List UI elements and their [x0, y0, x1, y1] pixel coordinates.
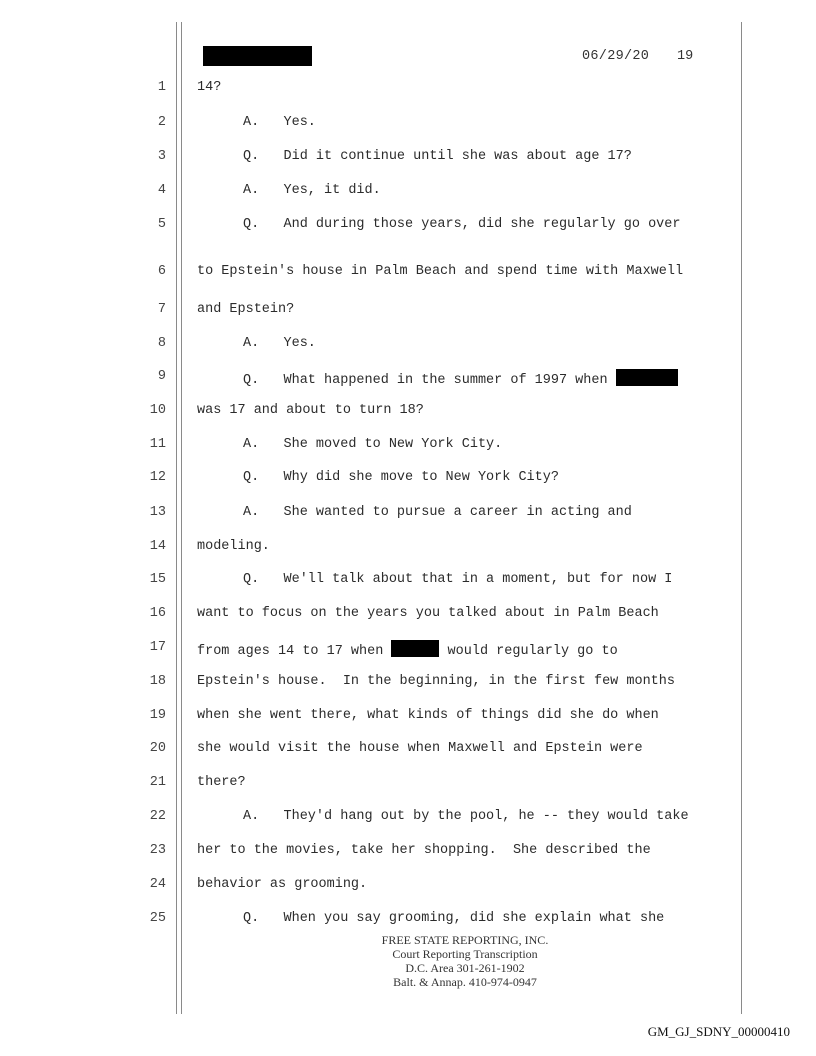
line-text-segment: behavior as grooming.: [197, 877, 368, 892]
line-number: 1: [157, 80, 166, 95]
transcript-line: [0, 877, 816, 897]
transcript-line: [0, 809, 816, 829]
redaction-block: [391, 640, 439, 657]
line-text-segment: A. They'd hang out by the pool, he -- they would take: [243, 809, 689, 824]
line-number: 3: [157, 149, 166, 164]
transcript-line: [0, 640, 816, 660]
line-text-segment: from ages 14 to 17 when: [197, 644, 392, 659]
line-text-segment: Q. What happened in the summer of 1997 when: [243, 373, 616, 388]
line-text: [243, 336, 316, 351]
line-number: 17: [149, 640, 166, 655]
line-number: 7: [157, 302, 166, 317]
line-text: [197, 674, 675, 689]
line-text: [197, 741, 643, 756]
footer-services: Court Reporting Transcription: [392, 947, 538, 961]
line-number: 12: [149, 470, 166, 485]
line-text: [197, 708, 659, 723]
line-text: [197, 877, 367, 892]
page-number: 19: [677, 49, 694, 64]
line-text: [197, 775, 246, 790]
footer-balt-phone: Balt. & Annap. 410-974-0947: [393, 975, 537, 989]
line-text-segment: 14?: [197, 80, 222, 95]
line-text-segment: Q. When you say grooming, did she explain what she: [243, 911, 665, 926]
line-number: 8: [157, 336, 166, 351]
line-text-segment: A. Yes.: [243, 115, 316, 130]
bates-number: GM_GJ_SDNY_00000410: [647, 1024, 790, 1039]
transcript-line: [0, 183, 816, 203]
transcript-line: [0, 403, 816, 423]
line-text: [243, 505, 632, 520]
transcript-line: [0, 606, 816, 626]
line-text-segment: to Epstein's house in Palm Beach and spend time with Maxwell: [197, 264, 684, 279]
transcript-line: [0, 149, 816, 169]
line-number: 11: [149, 437, 166, 452]
line-text-segment: A. Yes, it did.: [243, 183, 381, 198]
line-number: 9: [157, 369, 166, 384]
line-text-segment: there?: [197, 775, 246, 790]
line-text-segment: A. She wanted to pursue a career in acting and: [243, 505, 632, 520]
line-text-segment: her to the movies, take her shopping. She described the: [197, 843, 651, 858]
reporter-footer: [300, 933, 630, 989]
transcript-line: [0, 741, 816, 761]
line-number: 18: [149, 674, 166, 689]
transcript-line: [0, 775, 816, 795]
line-text: [243, 149, 632, 164]
transcript-line: [0, 505, 816, 525]
line-text: [243, 572, 672, 587]
line-text: [197, 403, 424, 418]
transcript-line: [0, 336, 816, 356]
line-text: [243, 437, 502, 452]
line-number: 14: [149, 539, 166, 554]
line-number: 16: [149, 606, 166, 621]
transcript-line: [0, 80, 816, 100]
transcript-line: [0, 843, 816, 863]
line-text: [243, 911, 664, 926]
line-number: 2: [157, 115, 166, 130]
transcript-line: [0, 264, 816, 284]
line-text: [197, 80, 221, 95]
line-text-segment: Q. And during those years, did she regularly go over: [243, 217, 681, 232]
transcript-line: [0, 572, 816, 592]
line-text: [197, 539, 270, 554]
line-text: [197, 302, 294, 317]
line-number: 5: [157, 217, 166, 232]
line-text-segment: she would visit the house when Maxwell and Epstein were: [197, 741, 643, 756]
line-text-segment: Epstein's house. In the beginning, in the first few months: [197, 674, 675, 689]
line-text-segment: when she went there, what kinds of things did she do when: [197, 708, 659, 723]
transcript-line: [0, 674, 816, 694]
transcript-line: [0, 437, 816, 457]
line-text-segment: Q. We'll talk about that in a moment, but for now I: [243, 572, 673, 587]
line-text: [243, 369, 678, 388]
line-text: [197, 264, 683, 279]
transcript-line: [0, 302, 816, 322]
transcript-line: [0, 115, 816, 135]
line-number: 13: [149, 505, 166, 520]
transcript-line: [0, 539, 816, 559]
line-text-segment: want to focus on the years you talked about in Palm Beach: [197, 606, 659, 621]
footer-company: FREE STATE REPORTING, INC.: [381, 933, 549, 947]
line-text-segment: was 17 and about to turn 18?: [197, 403, 424, 418]
line-number: 10: [149, 403, 166, 418]
line-text: [197, 640, 618, 659]
line-number: 4: [157, 183, 166, 198]
line-text-segment: A. She moved to New York City.: [243, 437, 503, 452]
line-number: 22: [149, 809, 166, 824]
line-text: [197, 606, 659, 621]
line-number: 19: [149, 708, 166, 723]
line-number: 6: [157, 264, 166, 279]
line-number: 20: [149, 741, 166, 756]
line-text-segment: Q. Why did she move to New York City?: [243, 470, 559, 485]
line-number: 15: [149, 572, 166, 587]
transcript-line: [0, 911, 816, 931]
line-text: [243, 217, 680, 232]
line-text: [243, 115, 316, 130]
transcript-line: [0, 470, 816, 490]
line-text: [197, 843, 651, 858]
line-number: 23: [149, 843, 166, 858]
line-text: [243, 470, 559, 485]
line-text-segment: Q. Did it continue until she was about age 17?: [243, 149, 632, 164]
redaction-block: [203, 46, 312, 66]
header-date: 06/29/20: [582, 49, 650, 64]
line-text-segment: A. Yes.: [243, 336, 316, 351]
footer-dc-phone: D.C. Area 301-261-1902: [405, 961, 525, 975]
transcript-line: [0, 369, 816, 389]
line-text: [243, 809, 689, 824]
line-text: [243, 183, 381, 198]
line-number: 24: [149, 877, 166, 892]
line-text-segment: and Epstein?: [197, 302, 295, 317]
line-number: 21: [149, 775, 166, 790]
line-number: 25: [149, 911, 166, 926]
line-text-segment: would regularly go to: [439, 644, 618, 659]
line-text-segment: modeling.: [197, 539, 270, 554]
transcript-line: [0, 217, 816, 237]
redaction-block: [616, 369, 678, 386]
transcript-line: [0, 708, 816, 728]
